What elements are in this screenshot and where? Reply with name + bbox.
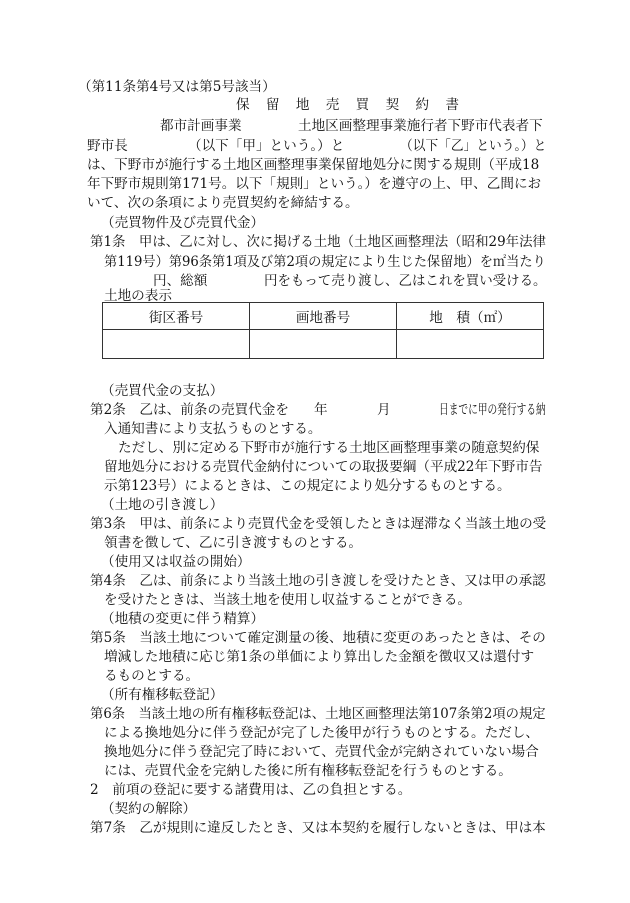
land-table <box>102 302 544 359</box>
cell-lot-number <box>250 330 397 359</box>
table-header-row <box>103 303 544 330</box>
operator-text: 土地区画整理事業施行者下野市代表者下 <box>298 118 543 134</box>
article-3-line-2: 領書を徴して、乙に引き渡すものとする。 <box>104 535 363 551</box>
article-5-heading: （地積の変更に伴う精算） <box>101 611 265 627</box>
party-a-text: （以下「甲」という。）と <box>188 138 345 154</box>
article-4-heading: （使用又は収益の開始） <box>101 554 251 570</box>
article-2-line-1a: 第2条 乙は、前条の売買代金を <box>90 402 289 418</box>
clause-reference: （第11条第4号又は第5号該当） <box>78 79 276 95</box>
article-1-line-2: 第119号）第96条第1項及び第2項の規定により生じた保留地）を㎡当たり <box>104 254 546 270</box>
article-4-line-2: を受けたときは、当該土地を使用し収益することができる。 <box>104 592 472 608</box>
article-3-line-1: 第3条 甲は、前条により売買代金を受領したときは遅滞なく当該土地の受 <box>90 516 547 532</box>
article-7-line-1: 第7条 乙が規則に違反したとき、又は本契約を履行しないときは、甲は本 <box>90 820 546 836</box>
article-2-line-4: 留地処分における売買代金納付についての取扱要綱（平成22年下野市告 <box>104 459 543 475</box>
header-area: 地 積（㎡） <box>397 303 544 330</box>
project-name: 都市計画事業 <box>160 118 242 134</box>
header-lot-number: 画地番号 <box>250 303 397 330</box>
article-3-heading: （土地の引き渡し） <box>101 497 224 513</box>
article-1-line-3a: 円、総額 <box>153 273 208 289</box>
document-title: 保 留 地 売 買 契 約 書 <box>236 97 465 113</box>
article-2-line-1b: 日までに甲の発行する納 <box>439 402 546 418</box>
article-1-line-3b: 円をもって売り渡し、乙はこれを買い受ける。 <box>264 273 547 289</box>
article-2-line-5: 示第123号）によるときは、この規定により処分するものとする。 <box>104 478 511 494</box>
cell-block-number <box>103 330 250 359</box>
preamble-line-4: 年下野市規則第171号。以下「規則」という。）を遵守の上、甲、乙間にお <box>87 176 542 192</box>
preamble-line-5: いて、次の条項により売買契約を締結する。 <box>87 195 359 211</box>
article-6-paragraph-2: 2 前項の登記に要する諸費用は、乙の負担とする。 <box>90 782 412 798</box>
article-5-line-1: 第5条 当該土地について確定測量の後、地積に変更のあったときは、その <box>90 630 546 646</box>
article-2-line-2: 入通知書により支払うものとする。 <box>104 421 322 437</box>
party-b-text: （以下「乙」という。）と <box>400 138 547 154</box>
article-1-heading: （売買物件及び売買代金） <box>101 215 265 231</box>
article-2-month: 月 <box>377 402 391 418</box>
article-5-line-3: るものとする。 <box>104 668 200 684</box>
preamble-line-3: は、下野市が施行する土地区画整理事業保留地処分に関する規則（平成18 <box>87 157 540 173</box>
header-block-number: 街区番号 <box>103 303 250 330</box>
article-5-line-2: 増減した地積に応じ第1条の単価により算出した金額を徴収又は還付す <box>104 649 535 665</box>
table-row <box>103 330 544 359</box>
article-6-line-4: には、売買代金を完納した後に所有権移転登記を行うものとする。 <box>104 763 512 779</box>
article-6-line-1: 第6条 当該土地の所有権移転登記は、土地区画整理法第107条第2項の規定 <box>90 706 546 722</box>
article-6-line-2: による換地処分に伴う登記が完了した後甲が行うものとする。ただし、 <box>104 725 539 741</box>
article-1-line-1: 第1条 甲は、乙に対し、次に掲げる土地（土地区画整理法（昭和29年法律 <box>90 234 546 250</box>
article-7-heading: （契約の解除） <box>101 801 197 817</box>
article-2-year: 年 <box>314 402 328 418</box>
article-6-heading: （所有権移転登記） <box>101 687 224 703</box>
mayor-text: 野市長 <box>87 138 128 154</box>
article-2-heading: （売買代金の支払） <box>101 383 224 399</box>
article-2-line-3: ただし、別に定める下野市が施行する土地区画整理事業の随意契約保 <box>118 440 540 456</box>
cell-area <box>397 330 544 359</box>
article-4-line-1: 第4条 乙は、前条により当該土地の引き渡しを受けたとき、又は甲の承認 <box>90 573 546 589</box>
article-6-line-3: 換地処分に伴う登記完了時において、売買代金が完納されていない場合 <box>104 744 539 760</box>
table-caption: 土地の表示 <box>104 288 172 304</box>
